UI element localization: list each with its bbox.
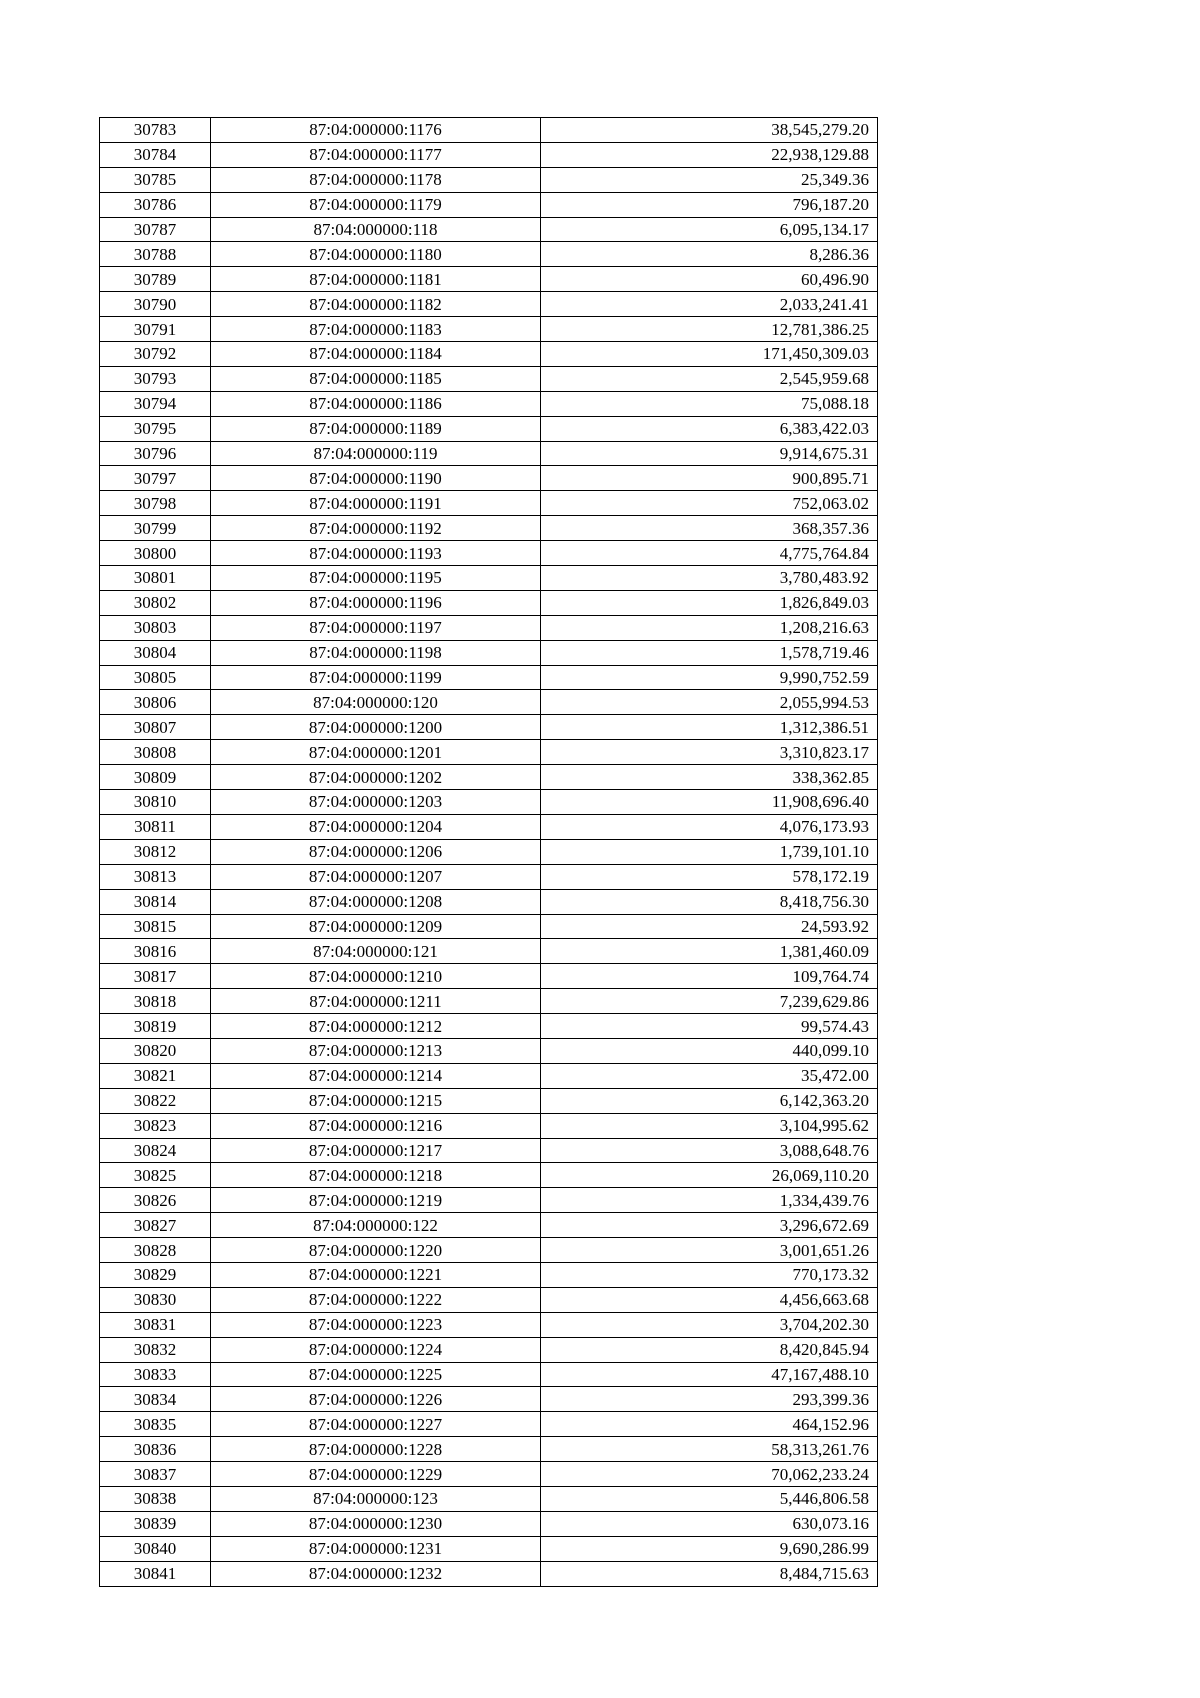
table-row <box>100 1337 878 1362</box>
value-cell: 630,073.16 <box>541 1511 878 1536</box>
row-number-cell: 30841 <box>100 1561 211 1586</box>
cadastral-number-cell: 87:04:000000:1207 <box>211 864 541 889</box>
value-cell: 3,001,651.26 <box>541 1238 878 1263</box>
value-cell: 4,456,663.68 <box>541 1287 878 1312</box>
table-row <box>100 1063 878 1088</box>
data-table <box>99 117 878 1587</box>
table-row <box>100 342 878 367</box>
cadastral-number-cell: 87:04:000000:1211 <box>211 989 541 1014</box>
value-cell: 368,357.36 <box>541 516 878 541</box>
table-row <box>100 1163 878 1188</box>
value-cell: 440,099.10 <box>541 1038 878 1063</box>
row-number-cell: 30813 <box>100 864 211 889</box>
row-number-cell: 30801 <box>100 566 211 591</box>
row-number-cell: 30814 <box>100 889 211 914</box>
row-number-cell: 30821 <box>100 1063 211 1088</box>
cadastral-number-cell: 87:04:000000:1216 <box>211 1113 541 1138</box>
row-number-cell: 30809 <box>100 765 211 790</box>
row-number-cell: 30834 <box>100 1387 211 1412</box>
value-cell: 24,593.92 <box>541 914 878 939</box>
table-row <box>100 416 878 441</box>
row-number-cell: 30811 <box>100 814 211 839</box>
cadastral-number-cell: 87:04:000000:1177 <box>211 142 541 167</box>
cadastral-number-cell: 87:04:000000:119 <box>211 441 541 466</box>
cadastral-number-cell: 87:04:000000:1206 <box>211 839 541 864</box>
value-cell: 1,578,719.46 <box>541 640 878 665</box>
cadastral-number-cell: 87:04:000000:1196 <box>211 590 541 615</box>
row-number-cell: 30828 <box>100 1238 211 1263</box>
cadastral-number-cell: 87:04:000000:1204 <box>211 814 541 839</box>
table-row <box>100 1511 878 1536</box>
row-number-cell: 30812 <box>100 839 211 864</box>
row-number-cell: 30789 <box>100 267 211 292</box>
cadastral-number-cell: 87:04:000000:1183 <box>211 317 541 342</box>
table-row <box>100 118 878 143</box>
value-cell: 338,362.85 <box>541 765 878 790</box>
table-row <box>100 839 878 864</box>
cadastral-number-cell: 87:04:000000:123 <box>211 1486 541 1511</box>
table-row <box>100 765 878 790</box>
cadastral-number-cell: 87:04:000000:1215 <box>211 1088 541 1113</box>
row-number-cell: 30805 <box>100 665 211 690</box>
table-row <box>100 1213 878 1238</box>
row-number-cell: 30840 <box>100 1536 211 1561</box>
table-row <box>100 491 878 516</box>
cadastral-number-cell: 87:04:000000:1202 <box>211 765 541 790</box>
value-cell: 22,938,129.88 <box>541 142 878 167</box>
cadastral-number-cell: 87:04:000000:1217 <box>211 1138 541 1163</box>
table-row <box>100 267 878 292</box>
cadastral-number-cell: 87:04:000000:1232 <box>211 1561 541 1586</box>
value-cell: 2,055,994.53 <box>541 690 878 715</box>
cadastral-number-cell: 87:04:000000:1193 <box>211 541 541 566</box>
cadastral-number-cell: 87:04:000000:1199 <box>211 665 541 690</box>
cadastral-number-cell: 87:04:000000:1227 <box>211 1412 541 1437</box>
table-row <box>100 690 878 715</box>
row-number-cell: 30787 <box>100 217 211 242</box>
cadastral-number-cell: 87:04:000000:1209 <box>211 914 541 939</box>
value-cell: 770,173.32 <box>541 1262 878 1287</box>
cadastral-number-cell: 87:04:000000:1230 <box>211 1511 541 1536</box>
cadastral-number-cell: 87:04:000000:122 <box>211 1213 541 1238</box>
table-row <box>100 914 878 939</box>
row-number-cell: 30818 <box>100 989 211 1014</box>
value-cell: 3,780,483.92 <box>541 566 878 591</box>
table-row <box>100 366 878 391</box>
table-row <box>100 516 878 541</box>
cadastral-number-cell: 87:04:000000:1218 <box>211 1163 541 1188</box>
table-row <box>100 1462 878 1487</box>
row-number-cell: 30839 <box>100 1511 211 1536</box>
cadastral-number-cell: 87:04:000000:1189 <box>211 416 541 441</box>
cadastral-number-cell: 87:04:000000:1182 <box>211 292 541 317</box>
row-number-cell: 30829 <box>100 1262 211 1287</box>
value-cell: 4,076,173.93 <box>541 814 878 839</box>
table-row <box>100 466 878 491</box>
value-cell: 8,286.36 <box>541 242 878 267</box>
value-cell: 2,545,959.68 <box>541 366 878 391</box>
value-cell: 7,239,629.86 <box>541 989 878 1014</box>
value-cell: 293,399.36 <box>541 1387 878 1412</box>
cadastral-number-cell: 87:04:000000:1222 <box>211 1287 541 1312</box>
value-cell: 171,450,309.03 <box>541 342 878 367</box>
row-number-cell: 30817 <box>100 964 211 989</box>
value-cell: 3,088,648.76 <box>541 1138 878 1163</box>
row-number-cell: 30795 <box>100 416 211 441</box>
row-number-cell: 30833 <box>100 1362 211 1387</box>
row-number-cell: 30784 <box>100 142 211 167</box>
row-number-cell: 30837 <box>100 1462 211 1487</box>
table-row <box>100 1312 878 1337</box>
value-cell: 11,908,696.40 <box>541 790 878 815</box>
table-row <box>100 1362 878 1387</box>
value-cell: 6,383,422.03 <box>541 416 878 441</box>
row-number-cell: 30797 <box>100 466 211 491</box>
value-cell: 75,088.18 <box>541 391 878 416</box>
row-number-cell: 30791 <box>100 317 211 342</box>
value-cell: 5,446,806.58 <box>541 1486 878 1511</box>
row-number-cell: 30815 <box>100 914 211 939</box>
row-number-cell: 30793 <box>100 366 211 391</box>
value-cell: 1,381,460.09 <box>541 939 878 964</box>
value-cell: 26,069,110.20 <box>541 1163 878 1188</box>
value-cell: 6,142,363.20 <box>541 1088 878 1113</box>
value-cell: 38,545,279.20 <box>541 118 878 143</box>
value-cell: 99,574.43 <box>541 1014 878 1039</box>
cadastral-number-cell: 87:04:000000:120 <box>211 690 541 715</box>
cadastral-number-cell: 87:04:000000:1201 <box>211 740 541 765</box>
table-row <box>100 217 878 242</box>
table-row <box>100 1014 878 1039</box>
row-number-cell: 30822 <box>100 1088 211 1113</box>
value-cell: 9,914,675.31 <box>541 441 878 466</box>
value-cell: 60,496.90 <box>541 267 878 292</box>
cadastral-number-cell: 87:04:000000:1195 <box>211 566 541 591</box>
row-number-cell: 30785 <box>100 167 211 192</box>
table-row <box>100 864 878 889</box>
table-row <box>100 715 878 740</box>
table-row <box>100 242 878 267</box>
cadastral-number-cell: 87:04:000000:1186 <box>211 391 541 416</box>
row-number-cell: 30803 <box>100 615 211 640</box>
row-number-cell: 30802 <box>100 590 211 615</box>
table-row <box>100 814 878 839</box>
table-row <box>100 1412 878 1437</box>
table-row <box>100 790 878 815</box>
cadastral-number-cell: 87:04:000000:1190 <box>211 466 541 491</box>
table-row <box>100 964 878 989</box>
table-row <box>100 640 878 665</box>
table-body <box>100 118 878 1587</box>
cadastral-number-cell: 87:04:000000:1191 <box>211 491 541 516</box>
row-number-cell: 30838 <box>100 1486 211 1511</box>
table-row <box>100 441 878 466</box>
value-cell: 796,187.20 <box>541 192 878 217</box>
cadastral-number-cell: 87:04:000000:1192 <box>211 516 541 541</box>
cadastral-number-cell: 87:04:000000:1185 <box>211 366 541 391</box>
cadastral-number-cell: 87:04:000000:1176 <box>211 118 541 143</box>
table-row <box>100 1113 878 1138</box>
row-number-cell: 30790 <box>100 292 211 317</box>
cadastral-number-cell: 87:04:000000:1223 <box>211 1312 541 1337</box>
value-cell: 1,826,849.03 <box>541 590 878 615</box>
row-number-cell: 30799 <box>100 516 211 541</box>
cadastral-number-cell: 87:04:000000:1197 <box>211 615 541 640</box>
table-row <box>100 590 878 615</box>
row-number-cell: 30824 <box>100 1138 211 1163</box>
value-cell: 752,063.02 <box>541 491 878 516</box>
table-row <box>100 665 878 690</box>
table-row <box>100 142 878 167</box>
table-row <box>100 167 878 192</box>
row-number-cell: 30823 <box>100 1113 211 1138</box>
table-row <box>100 1561 878 1586</box>
cadastral-number-cell: 87:04:000000:1180 <box>211 242 541 267</box>
row-number-cell: 30816 <box>100 939 211 964</box>
row-number-cell: 30810 <box>100 790 211 815</box>
value-cell: 1,208,216.63 <box>541 615 878 640</box>
cadastral-number-cell: 87:04:000000:1208 <box>211 889 541 914</box>
table-row <box>100 566 878 591</box>
cadastral-number-cell: 87:04:000000:1219 <box>211 1188 541 1213</box>
cadastral-number-cell: 87:04:000000:1198 <box>211 640 541 665</box>
value-cell: 25,349.36 <box>541 167 878 192</box>
row-number-cell: 30800 <box>100 541 211 566</box>
row-number-cell: 30831 <box>100 1312 211 1337</box>
value-cell: 4,775,764.84 <box>541 541 878 566</box>
table-row <box>100 939 878 964</box>
row-number-cell: 30792 <box>100 342 211 367</box>
value-cell: 12,781,386.25 <box>541 317 878 342</box>
cadastral-number-cell: 87:04:000000:1181 <box>211 267 541 292</box>
cadastral-number-cell: 87:04:000000:121 <box>211 939 541 964</box>
value-cell: 3,104,995.62 <box>541 1113 878 1138</box>
row-number-cell: 30825 <box>100 1163 211 1188</box>
value-cell: 8,420,845.94 <box>541 1337 878 1362</box>
value-cell: 3,704,202.30 <box>541 1312 878 1337</box>
value-cell: 9,990,752.59 <box>541 665 878 690</box>
table-row <box>100 1138 878 1163</box>
table-row <box>100 1088 878 1113</box>
cadastral-number-cell: 87:04:000000:1214 <box>211 1063 541 1088</box>
row-number-cell: 30796 <box>100 441 211 466</box>
value-cell: 8,418,756.30 <box>541 889 878 914</box>
table-row <box>100 1287 878 1312</box>
cadastral-number-cell: 87:04:000000:1228 <box>211 1437 541 1462</box>
table-row <box>100 615 878 640</box>
row-number-cell: 30827 <box>100 1213 211 1238</box>
table-row <box>100 541 878 566</box>
table-row <box>100 1387 878 1412</box>
cadastral-number-cell: 87:04:000000:1221 <box>211 1262 541 1287</box>
cadastral-number-cell: 87:04:000000:1229 <box>211 1462 541 1487</box>
value-cell: 47,167,488.10 <box>541 1362 878 1387</box>
row-number-cell: 30786 <box>100 192 211 217</box>
table-row <box>100 1437 878 1462</box>
value-cell: 464,152.96 <box>541 1412 878 1437</box>
cadastral-number-cell: 87:04:000000:1210 <box>211 964 541 989</box>
row-number-cell: 30808 <box>100 740 211 765</box>
value-cell: 1,312,386.51 <box>541 715 878 740</box>
cadastral-number-cell: 87:04:000000:1200 <box>211 715 541 740</box>
cadastral-number-cell: 87:04:000000:1231 <box>211 1536 541 1561</box>
row-number-cell: 30798 <box>100 491 211 516</box>
value-cell: 35,472.00 <box>541 1063 878 1088</box>
value-cell: 70,062,233.24 <box>541 1462 878 1487</box>
value-cell: 58,313,261.76 <box>541 1437 878 1462</box>
cadastral-number-cell: 87:04:000000:1220 <box>211 1238 541 1263</box>
row-number-cell: 30826 <box>100 1188 211 1213</box>
table-row <box>100 1536 878 1561</box>
table-row <box>100 740 878 765</box>
table-row <box>100 1038 878 1063</box>
row-number-cell: 30836 <box>100 1437 211 1462</box>
value-cell: 900,895.71 <box>541 466 878 491</box>
value-cell: 8,484,715.63 <box>541 1561 878 1586</box>
cadastral-number-cell: 87:04:000000:1184 <box>211 342 541 367</box>
table-row <box>100 192 878 217</box>
value-cell: 109,764.74 <box>541 964 878 989</box>
row-number-cell: 30794 <box>100 391 211 416</box>
value-cell: 6,095,134.17 <box>541 217 878 242</box>
value-cell: 578,172.19 <box>541 864 878 889</box>
row-number-cell: 30807 <box>100 715 211 740</box>
table-row <box>100 1262 878 1287</box>
cadastral-number-cell: 87:04:000000:1226 <box>211 1387 541 1412</box>
row-number-cell: 30832 <box>100 1337 211 1362</box>
cadastral-number-cell: 87:04:000000:1213 <box>211 1038 541 1063</box>
value-cell: 1,739,101.10 <box>541 839 878 864</box>
row-number-cell: 30819 <box>100 1014 211 1039</box>
value-cell: 2,033,241.41 <box>541 292 878 317</box>
table-row <box>100 317 878 342</box>
cadastral-number-cell: 87:04:000000:1179 <box>211 192 541 217</box>
table-row <box>100 1486 878 1511</box>
table-row <box>100 989 878 1014</box>
cadastral-number-cell: 87:04:000000:1212 <box>211 1014 541 1039</box>
row-number-cell: 30788 <box>100 242 211 267</box>
cadastral-number-cell: 87:04:000000:1203 <box>211 790 541 815</box>
value-cell: 9,690,286.99 <box>541 1536 878 1561</box>
value-cell: 3,296,672.69 <box>541 1213 878 1238</box>
table-row <box>100 1238 878 1263</box>
table-row <box>100 391 878 416</box>
cadastral-number-cell: 87:04:000000:1178 <box>211 167 541 192</box>
value-cell: 3,310,823.17 <box>541 740 878 765</box>
cadastral-number-cell: 87:04:000000:118 <box>211 217 541 242</box>
row-number-cell: 30830 <box>100 1287 211 1312</box>
value-cell: 1,334,439.76 <box>541 1188 878 1213</box>
table-row <box>100 292 878 317</box>
table-row <box>100 1188 878 1213</box>
cadastral-number-cell: 87:04:000000:1224 <box>211 1337 541 1362</box>
row-number-cell: 30783 <box>100 118 211 143</box>
row-number-cell: 30835 <box>100 1412 211 1437</box>
row-number-cell: 30820 <box>100 1038 211 1063</box>
row-number-cell: 30804 <box>100 640 211 665</box>
row-number-cell: 30806 <box>100 690 211 715</box>
cadastral-number-cell: 87:04:000000:1225 <box>211 1362 541 1387</box>
table-row <box>100 889 878 914</box>
